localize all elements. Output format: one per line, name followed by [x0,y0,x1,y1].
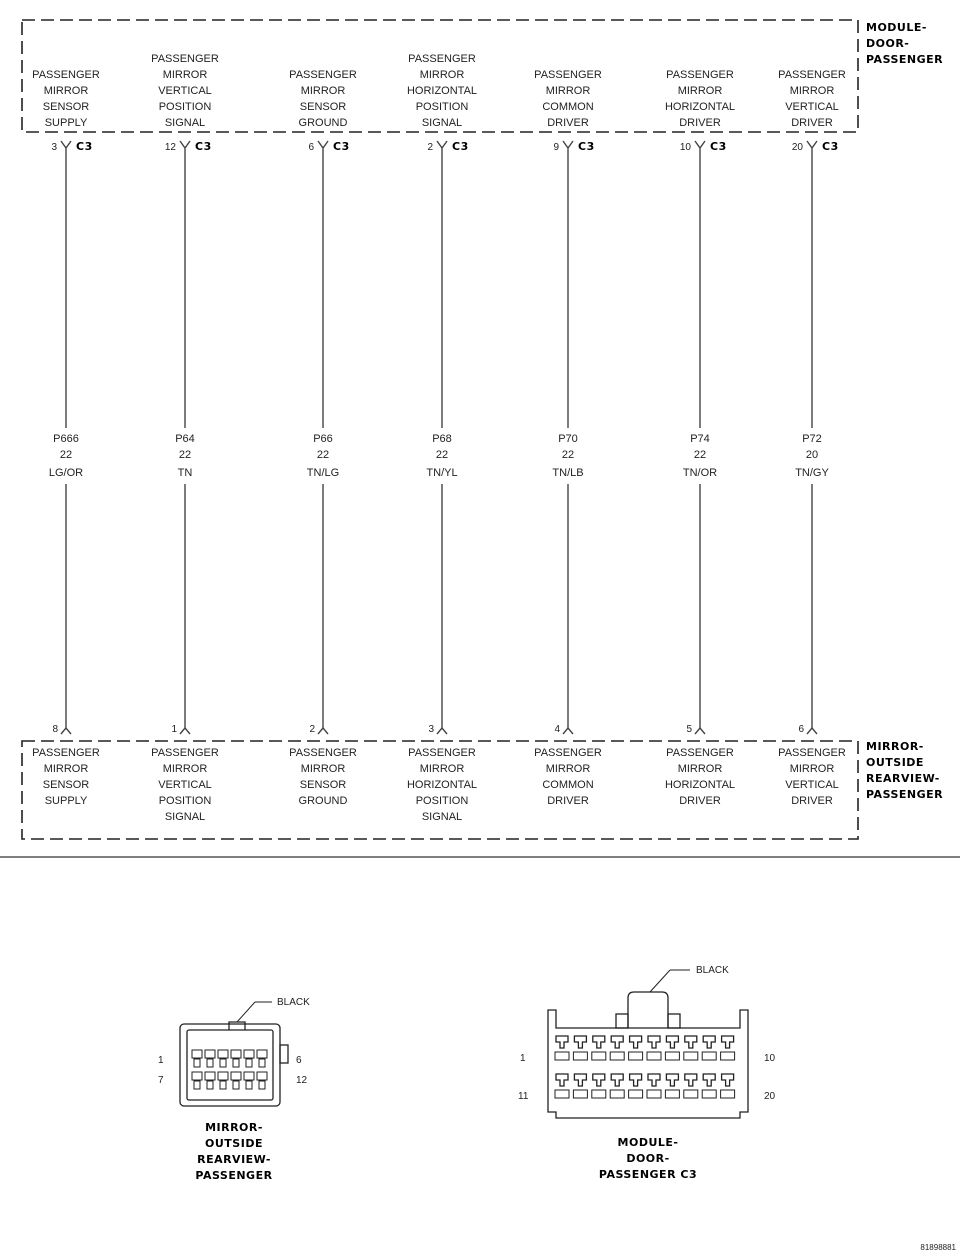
mirror-cavity-pin [220,1081,226,1089]
wire-id: P70 [558,433,578,445]
mirror-cavity [205,1072,215,1080]
connector-tag: C3 [710,140,727,153]
module-cavity [610,1052,624,1060]
module-cavity [721,1052,735,1060]
top-circuit-label: MIRROR [43,85,89,97]
mirror-cavity [257,1050,267,1058]
bottom-pin-number: 5 [686,724,692,735]
top-circuit-label: MIRROR [419,69,465,81]
top-circuit-label: MIRROR [300,85,346,97]
circuit-2 [151,53,219,823]
module-pin-label: 10 [764,1053,776,1064]
module-cavity [647,1052,661,1060]
bottom-circuit-label: COMMON [542,779,594,791]
wire-color: TN/OR [682,467,718,479]
mirror-cavity-pin [194,1059,200,1067]
circuit-5 [534,69,602,807]
bottom-circuit-label: SIGNAL [421,811,463,823]
bottom-circuit-label: VERTICAL [785,779,839,791]
mirror-cavity-pin [246,1059,252,1067]
top-circuit-label: MIRROR [545,85,591,97]
mirror-connector-caption: REARVIEW- [197,1153,271,1166]
module-connector-caption: PASSENGER C3 [598,1168,698,1181]
module-connector-color-label: BLACK [696,965,729,976]
wire-gauge: 22 [178,449,192,461]
mirror-connector-view [158,997,310,1182]
module-pin-label: 11 [518,1091,529,1102]
bottom-circuit-label: DRIVER [679,795,721,807]
module-cavity-latch [666,1074,678,1086]
top-connector-symbol [180,141,190,152]
connector-tag: C3 [76,140,93,153]
bottom-circuit-label: MIRROR [419,763,465,775]
bottom-circuit-label: HORIZONTAL [664,779,736,791]
wire-gauge: 22 [561,449,575,461]
top-circuit-label: PASSENGER [666,69,734,81]
mirror-cavity-pin [233,1081,239,1089]
module-cavity-latch [666,1036,678,1048]
top-circuit-label: SIGNAL [421,117,463,129]
top-connector-symbol [563,141,573,152]
module-cavity [555,1052,569,1060]
module-bottom-name-line: REARVIEW- [866,772,940,785]
mirror-cavity [192,1072,202,1080]
bottom-circuit-label: DRIVER [547,795,589,807]
module-cavity-latch [685,1074,697,1086]
module-cavity-latch [648,1036,660,1048]
module-cavity-latch [574,1074,586,1086]
top-circuit-label: MIRROR [677,85,723,97]
bottom-connector-symbol [61,728,71,734]
top-pin-number: 2 [427,142,433,153]
bottom-circuit-label: POSITION [158,795,212,807]
module-cavity-latch [611,1036,623,1048]
mirror-pin-label: 6 [296,1055,302,1066]
top-connector-symbol [807,141,817,152]
connector-tag: C3 [822,140,839,153]
top-connector-symbol [695,141,705,152]
module-cavity-latch [685,1036,697,1048]
module-cavity [684,1090,698,1098]
module-cavity-latch [703,1036,715,1048]
mirror-connector-color-label: BLACK [277,997,310,1008]
mirror-cavity [244,1050,254,1058]
wire-gauge: 22 [435,449,449,461]
wire-id: P666 [53,433,79,445]
bottom-pin-number: 8 [52,724,58,735]
module-cavity-latch [703,1074,715,1086]
wire-gauge: 22 [59,449,73,461]
bottom-circuit-label: MIRROR [300,763,346,775]
mirror-cavity-pin [246,1081,252,1089]
mirror-cavity [231,1050,241,1058]
bottom-circuit-label: VERTICAL [158,779,212,791]
top-circuit-label: VERTICAL [158,85,212,97]
mirror-cavity-pin [259,1081,265,1089]
connector-tag: C3 [452,140,469,153]
top-circuit-label: GROUND [298,117,348,129]
wire-id: P74 [690,433,710,445]
bottom-pin-number: 1 [171,724,177,735]
figure-id: 81898881 [920,1243,956,1252]
mirror-cavity [205,1050,215,1058]
module-pin-label: 20 [764,1091,776,1102]
top-circuit-label: SIGNAL [164,117,206,129]
bottom-connector-symbol [563,728,573,734]
module-cavity-latch [556,1074,568,1086]
top-circuit-label: DRIVER [791,117,833,129]
wire-color: TN/GY [795,467,829,479]
module-cavity-latch [593,1036,605,1048]
bottom-circuit-label: SENSOR [42,779,90,791]
bottom-circuit-label: MIRROR [545,763,591,775]
module-top-name-line: DOOR- [866,37,910,50]
top-pin-number: 9 [553,142,559,153]
top-circuit-label: PASSENGER [32,69,100,81]
module-cavity-latch [648,1074,660,1086]
bottom-pin-number: 3 [428,724,434,735]
mirror-cavity-pin [207,1081,213,1089]
module-cavity-latch [722,1036,734,1048]
bottom-circuit-label: MIRROR [162,763,208,775]
top-circuit-label: SUPPLY [44,117,88,129]
top-circuit-label: MIRROR [789,85,835,97]
circuit-6 [665,69,735,807]
wire-color: TN/YL [426,467,458,479]
bottom-circuit-label: PASSENGER [151,747,219,759]
bottom-circuit-label: DRIVER [791,795,833,807]
top-circuit-label: HORIZONTAL [406,85,478,97]
mirror-cavity [218,1050,228,1058]
wire-id: P68 [432,433,452,445]
top-circuit-label: MIRROR [162,69,208,81]
mirror-cavity [218,1072,228,1080]
connector-tag: C3 [578,140,595,153]
wire-id: P64 [175,433,195,445]
module-cavity [665,1090,679,1098]
top-circuit-label: SENSOR [42,101,90,113]
wire-id: P72 [802,433,822,445]
top-connector-symbol [318,141,328,152]
bottom-circuit-label: SUPPLY [44,795,88,807]
top-connector-symbol [61,141,71,152]
module-connector-cavities [555,1036,735,1098]
module-cavity-latch [593,1074,605,1086]
top-circuit-label: SENSOR [299,101,347,113]
top-circuit-label: PASSENGER [778,69,846,81]
wire-id: P66 [313,433,333,445]
mirror-cavity [244,1072,254,1080]
circuits-group [32,53,846,823]
bottom-circuit-label: PASSENGER [408,747,476,759]
module-cavity [647,1090,661,1098]
module-c3-connector-view [518,965,776,1181]
top-circuit-label: DRIVER [679,117,721,129]
wire-gauge: 22 [693,449,707,461]
top-connector-symbol [437,141,447,152]
bottom-circuit-label: SENSOR [299,779,347,791]
wire-gauge: 22 [316,449,330,461]
bottom-circuit-label: PASSENGER [289,747,357,759]
bottom-circuit-label: PASSENGER [32,747,100,759]
circuit-7 [778,69,846,807]
module-bottom-name-line: MIRROR- [866,740,924,753]
bottom-connector-symbol [180,728,190,734]
connector-tag: C3 [195,140,212,153]
top-circuit-label: POSITION [158,101,212,113]
mirror-cavity-pin [194,1081,200,1089]
bottom-connector-symbol [807,728,817,734]
top-pin-number: 10 [679,142,691,153]
module-cavity [665,1052,679,1060]
module-cavity [573,1052,587,1060]
wire-color: TN/LG [306,467,340,479]
module-pin-label: 1 [520,1053,526,1064]
bottom-circuit-label: POSITION [415,795,469,807]
mirror-black-leader [237,1002,255,1022]
module-connector-caption: MODULE- [617,1136,679,1149]
mirror-cavity-pin [220,1059,226,1067]
top-circuit-label: DRIVER [547,117,589,129]
connector-tag: C3 [333,140,350,153]
module-cavity [721,1090,735,1098]
circuit-3 [289,69,357,807]
top-pin-number: 3 [51,142,57,153]
mirror-cavity-pin [259,1059,265,1067]
bottom-circuit-label: GROUND [298,795,348,807]
top-pin-number: 12 [164,142,176,153]
module-cavity [702,1090,716,1098]
module-door-passenger-label [866,21,943,66]
module-cavity-latch [611,1074,623,1086]
wire-color: TN/LB [552,467,584,479]
wire-color: LG/OR [48,467,84,479]
module-cavity [573,1090,587,1098]
module-cavity [592,1090,606,1098]
top-circuit-label: HORIZONTAL [664,101,736,113]
module-cavity [555,1090,569,1098]
module-cavity-latch [722,1074,734,1086]
top-circuit-label: VERTICAL [785,101,839,113]
wire-color: TN [177,467,193,479]
bottom-pin-number: 6 [798,724,804,735]
module-cavity [684,1052,698,1060]
module-bottom-name-line: PASSENGER [866,788,944,801]
bottom-circuit-label: MIRROR [43,763,89,775]
bottom-connector-symbol [437,728,447,734]
module-cavity [629,1052,643,1060]
mirror-outside-rearview-label [866,740,943,801]
circuit-4 [407,53,477,823]
module-top-name-line: PASSENGER [866,53,944,66]
module-connector-caption: DOOR- [626,1152,670,1165]
module-cavity [702,1052,716,1060]
bottom-circuit-label: MIRROR [677,763,723,775]
mirror-connector-cavities [192,1050,267,1089]
module-top-name-line: MODULE- [866,21,927,34]
bottom-pin-number: 4 [554,724,560,735]
mirror-connector-caption: PASSENGER [195,1169,273,1182]
module-cavity [610,1090,624,1098]
top-circuit-label: PASSENGER [408,53,476,65]
mirror-connector-caption: MIRROR- [205,1121,263,1134]
bottom-circuit-label: PASSENGER [666,747,734,759]
module-cavity [629,1090,643,1098]
bottom-circuit-label: PASSENGER [778,747,846,759]
top-circuit-label: COMMON [542,101,594,113]
bottom-connector-symbol [695,728,705,734]
mirror-cavity-pin [233,1059,239,1067]
module-black-leader [650,970,670,992]
bottom-circuit-label: PASSENGER [534,747,602,759]
bottom-connector-symbol [318,728,328,734]
bottom-circuit-label: SIGNAL [164,811,206,823]
module-bottom-name-line: OUTSIDE [866,756,924,769]
top-circuit-label: PASSENGER [289,69,357,81]
top-pin-number: 20 [791,142,803,153]
mirror-cavity-pin [207,1059,213,1067]
mirror-pin-label: 12 [296,1075,308,1086]
mirror-pin-label: 7 [158,1075,164,1086]
module-cavity-latch [556,1036,568,1048]
module-cavity-latch [574,1036,586,1048]
bottom-circuit-label: MIRROR [789,763,835,775]
top-circuit-label: POSITION [415,101,469,113]
mirror-pin-label: 1 [158,1055,164,1066]
mirror-cavity [257,1072,267,1080]
top-circuit-label: PASSENGER [151,53,219,65]
module-cavity-latch [630,1036,642,1048]
top-circuit-label: PASSENGER [534,69,602,81]
wire-gauge: 20 [805,449,819,461]
mirror-cavity [231,1072,241,1080]
circuit-1 [32,69,100,807]
top-pin-number: 6 [308,142,314,153]
bottom-circuit-label: HORIZONTAL [406,779,478,791]
mirror-connector-caption: OUTSIDE [205,1137,263,1150]
module-cavity-latch [630,1074,642,1086]
mirror-cavity [192,1050,202,1058]
module-cavity [592,1052,606,1060]
bottom-pin-number: 2 [309,724,315,735]
